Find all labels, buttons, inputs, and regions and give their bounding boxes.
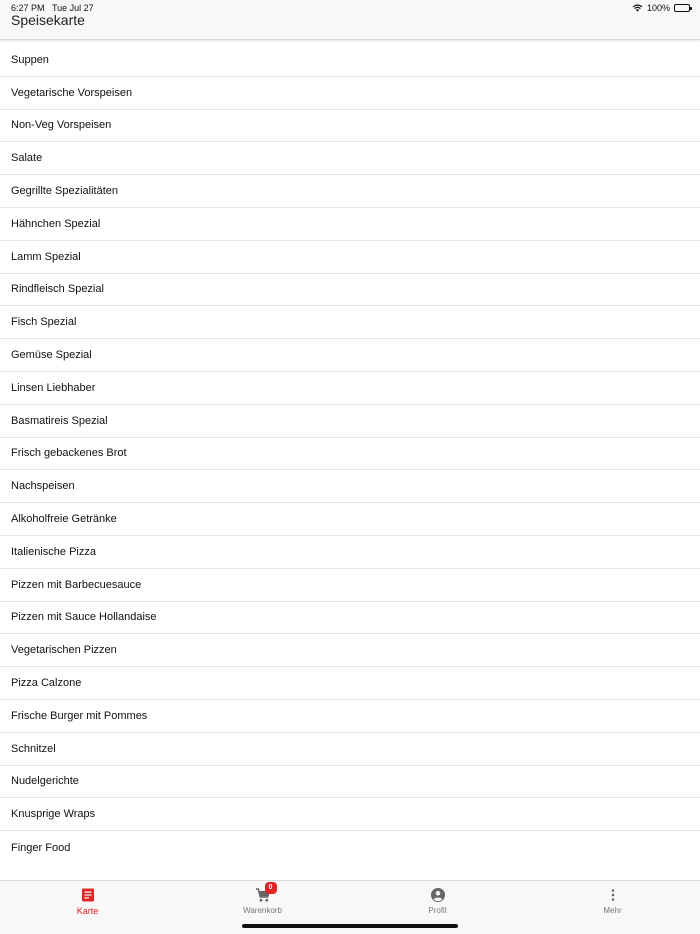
- tab-mehr-label: Mehr: [603, 906, 622, 915]
- category-item[interactable]: Schnitzel: [0, 733, 700, 766]
- menu-card-icon: [80, 887, 96, 903]
- category-item[interactable]: Finger Food: [11, 841, 71, 854]
- category-item[interactable]: Suppen: [0, 44, 700, 77]
- status-bar: [0, 0, 700, 14]
- category-item[interactable]: Lamm Spezial: [0, 241, 700, 274]
- category-item[interactable]: Pizzen mit Barbecuesauce: [0, 569, 700, 602]
- cart-badge: 0: [265, 882, 277, 894]
- category-item[interactable]: Basmatireis Spezial: [0, 405, 700, 438]
- wifi-icon: [632, 4, 643, 12]
- category-item[interactable]: Italienische Pizza: [0, 536, 700, 569]
- tab-warenkorb-label: Warenkorb: [243, 906, 282, 915]
- category-item[interactable]: Fisch Spezial: [0, 306, 700, 339]
- category-item[interactable]: Non-Veg Vorspeisen: [0, 110, 700, 143]
- category-list: [0, 44, 700, 864]
- category-item[interactable]: Nachspeisen: [0, 470, 700, 503]
- category-item[interactable]: Vegetarische Vorspeisen: [0, 77, 700, 110]
- category-item[interactable]: Vegetarischen Pizzen: [0, 634, 700, 667]
- category-item[interactable]: Gemüse Spezial: [0, 339, 700, 372]
- category-item[interactable]: Frische Burger mit Pommes: [0, 700, 700, 733]
- category-item[interactable]: Pizza Calzone: [0, 667, 700, 700]
- page-title: Speisekarte: [11, 12, 85, 28]
- category-item[interactable]: Pizzen mit Sauce Hollandaise: [0, 602, 700, 635]
- battery-percent: 100%: [646, 3, 670, 13]
- status-time: 6:27 PM: [11, 3, 45, 13]
- home-indicator: [242, 924, 458, 928]
- tab-mehr[interactable]: [525, 881, 700, 934]
- tab-profil-label: Profil: [428, 906, 447, 915]
- category-item[interactable]: Nudelgerichte: [0, 766, 700, 799]
- category-item[interactable]: Rindfleisch Spezial: [0, 274, 700, 307]
- status-right: [632, 3, 690, 13]
- tab-karte-label: Karte: [76, 906, 99, 916]
- category-item[interactable]: Alkoholfreie Getränke: [0, 503, 700, 536]
- category-item[interactable]: Salate: [0, 142, 700, 175]
- category-item[interactable]: Hähnchen Spezial: [0, 208, 700, 241]
- category-item[interactable]: Gegrillte Spezialitäten: [0, 175, 700, 208]
- status-date: Tue Jul 27: [52, 3, 94, 13]
- category-item[interactable]: Frisch gebackenes Brot: [0, 438, 700, 471]
- category-item[interactable]: Knusprige Wraps: [0, 798, 700, 831]
- battery-icon: [674, 4, 690, 12]
- category-item[interactable]: Linsen Liebhaber: [0, 372, 700, 405]
- profile-icon: [430, 887, 446, 903]
- more-vertical-icon: [605, 887, 621, 903]
- tab-karte[interactable]: [0, 881, 175, 934]
